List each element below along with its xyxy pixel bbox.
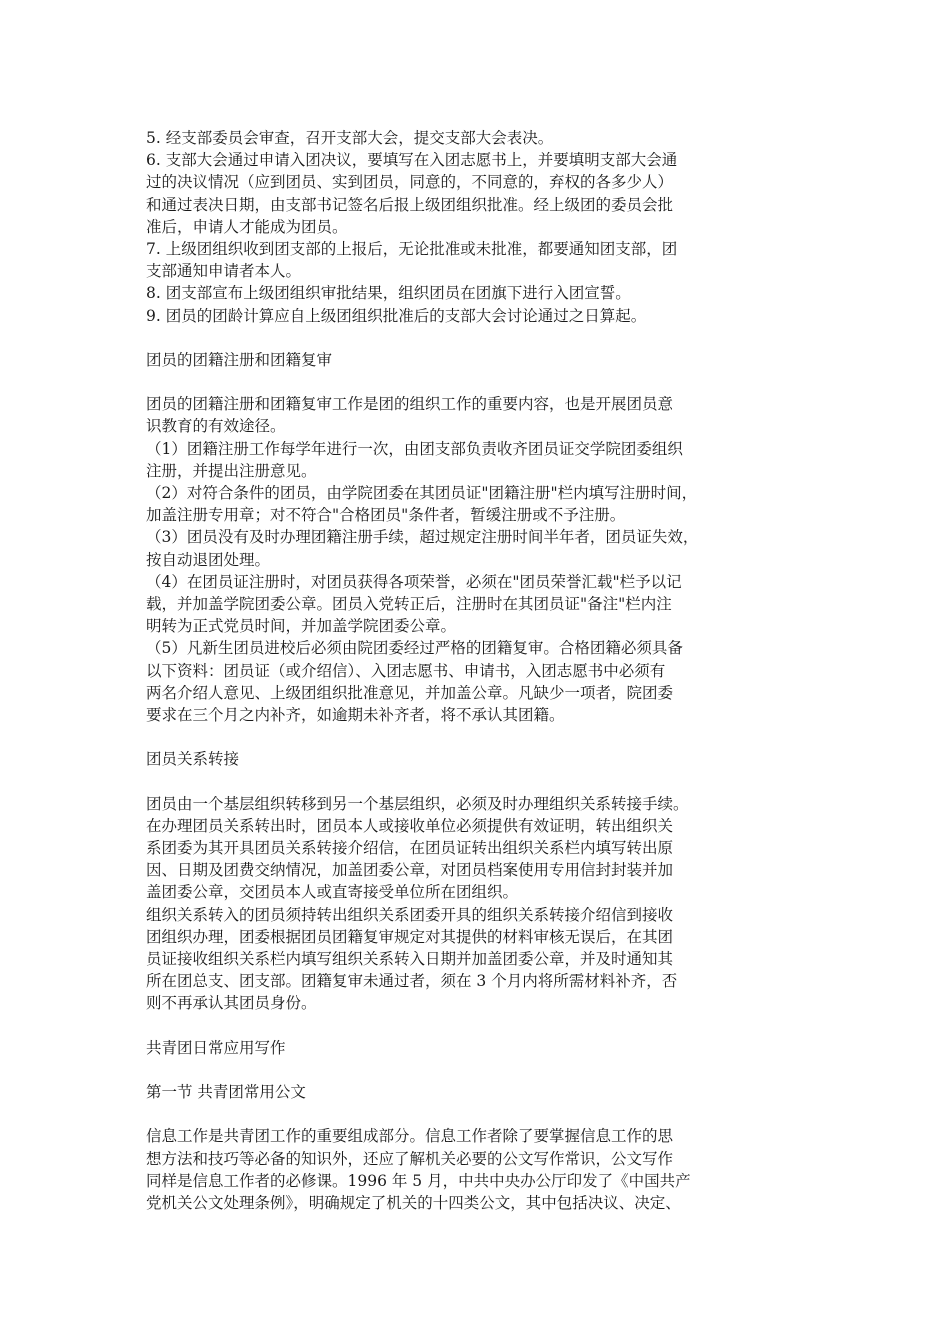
text-line: 则不再承认其团员身份。	[146, 994, 317, 1013]
text-line: 党机关公文处理条例》，明确规定了机关的十四类公文，其中包括决议、决定、	[146, 1194, 681, 1212]
text-line: 信息工作是共青团工作的重要组成部分。信息工作者除了要掌握信息工作的思	[146, 1127, 674, 1146]
block-gap	[146, 371, 814, 393]
section-heading	[146, 349, 814, 371]
block-gap	[146, 1103, 814, 1125]
heading-text: 共青团日常应用写作	[146, 1038, 286, 1057]
text-line: 7. 上级团组织收到团支部的上报后，无论批准或未批准，都要通知团支部，团	[146, 239, 678, 258]
text-line: 识教育的有效途径。	[146, 417, 286, 436]
section-heading	[146, 748, 814, 770]
section-heading	[146, 1037, 814, 1059]
text-line: （3）团员没有及时办理团籍注册手续，超过规定注册时间半年者，团员证失效，	[146, 528, 699, 547]
text-line: 所在团总支、团支部。团籍复审未通过者，须在 3 个月内将所需材料补齐，否	[146, 972, 678, 991]
paragraph	[146, 393, 814, 726]
heading-text: 第一节 共青团常用公文	[146, 1083, 306, 1102]
section-heading	[146, 1081, 814, 1103]
text-line: 要求在三个月之内补齐，如逾期未补齐者，将不承认其团籍。	[146, 705, 565, 724]
text-line: 盖团委公章，交团员本人或直寄接受单位所在团组织。	[146, 883, 519, 902]
text-line: 支部通知申请者本人。	[146, 262, 302, 281]
text-line: 系团委为其开具团员关系转接介绍信，在团员证转出组织关系栏内填写转出原	[146, 839, 674, 857]
block-gap	[146, 726, 814, 748]
text-line: 团员的团籍注册和团籍复审工作是团的组织工作的重要内容，也是开展团员意	[146, 395, 674, 414]
paragraph	[146, 127, 814, 327]
text-line: （1）团籍注册工作每学年进行一次，由团支部负责收齐团员证交学院团委组织	[146, 439, 683, 458]
text-line: 载，并加盖学院团委公章。团员入党转正后，注册时在其团员证"备注"栏内注	[146, 594, 672, 613]
text-line: 6. 支部大会通过申请入团决议，要填写在入团志愿书上，并要填明支部大会通	[146, 151, 678, 170]
text-line: 9. 团员的团龄计算应自上级团组织批准后的支部大会讨论通过之日算起。	[146, 306, 647, 325]
text-line: 同样是信息工作者的必修课。1996 年 5 月，中共中央办公厅印发了《中国共产	[146, 1171, 691, 1190]
text-line: 8. 团支部宣布上级团组织审批结果，组织团员在团旗下进行入团宣誓。	[146, 284, 631, 303]
text-line: 在办理团员关系转出时，团员本人或接收单位必须提供有效证明，转出组织关	[146, 816, 674, 835]
text-line: 准后，申请人才能成为团员。	[146, 217, 348, 236]
text-line: 过的决议情况（应到团员、实到团员，同意的，不同意的，弃权的各多少人）	[146, 173, 674, 192]
text-line: 加盖注册专用章；对不符合"合格团员"条件者，暂缓注册或不予注册。	[146, 506, 626, 525]
paragraph	[146, 793, 814, 1015]
text-line: （5）凡新生团员进校后必须由院团委经过严格的团籍复审。合格团籍必须具备	[146, 639, 683, 658]
paragraph	[146, 1125, 814, 1214]
block-gap	[146, 770, 814, 792]
text-line: 因、日期及团费交纳情况，加盖团委公章，对团员档案使用专用信封封装并加	[146, 861, 674, 880]
heading-text: 团员的团籍注册和团籍复审	[146, 350, 333, 369]
text-line: 5. 经支部委员会审查，召开支部大会，提交支部大会表决。	[146, 129, 554, 147]
block-gap	[146, 1015, 814, 1037]
text-line: 按自动退团处理。	[146, 550, 271, 569]
text-line: 想方法和技巧等必备的知识外，还应了解机关必要的公文写作常识，公文写作	[146, 1149, 674, 1168]
document-body	[146, 127, 814, 1214]
text-line: （2）对符合条件的团员，由学院团委在其团员证"团籍注册"栏内填写注册时间，	[146, 484, 698, 502]
text-line: 注册，并提出注册意见。	[146, 461, 317, 480]
text-line: 以下资料：团员证（或介绍信）、入团志愿书、申请书，入团志愿书中必须有	[146, 661, 666, 680]
text-line: 组织关系转入的团员须持转出组织关系团委开具的组织关系转接介绍信到接收	[146, 905, 674, 924]
text-line: 明转为正式党员时间，并加盖学院团委公章。	[146, 617, 457, 636]
text-line: 两名介绍人意见、上级团组织批准意见，并加盖公章。凡缺少一项者，院团委	[146, 683, 674, 702]
text-line: 和通过表决日期，由支部书记签名后报上级团组织批准。经上级团的委员会批	[146, 195, 674, 214]
text-line: 团组织办理，团委根据团员团籍复审规定对其提供的材料审核无误后，在其团	[146, 927, 674, 946]
block-gap	[146, 327, 814, 349]
text-line: （4）在团员证注册时，对团员获得各项荣誉，必须在"团员荣誉汇载"栏予以记	[146, 572, 682, 591]
text-line: 员证接收组织关系栏内填写组织关系转入日期并加盖团委公章，并及时通知其	[146, 949, 674, 968]
block-gap	[146, 1059, 814, 1081]
heading-text: 团员关系转接	[146, 750, 240, 769]
text-line: 团员由一个基层组织转移到另一个基层组织，必须及时办理组织关系转接手续。	[146, 794, 689, 813]
